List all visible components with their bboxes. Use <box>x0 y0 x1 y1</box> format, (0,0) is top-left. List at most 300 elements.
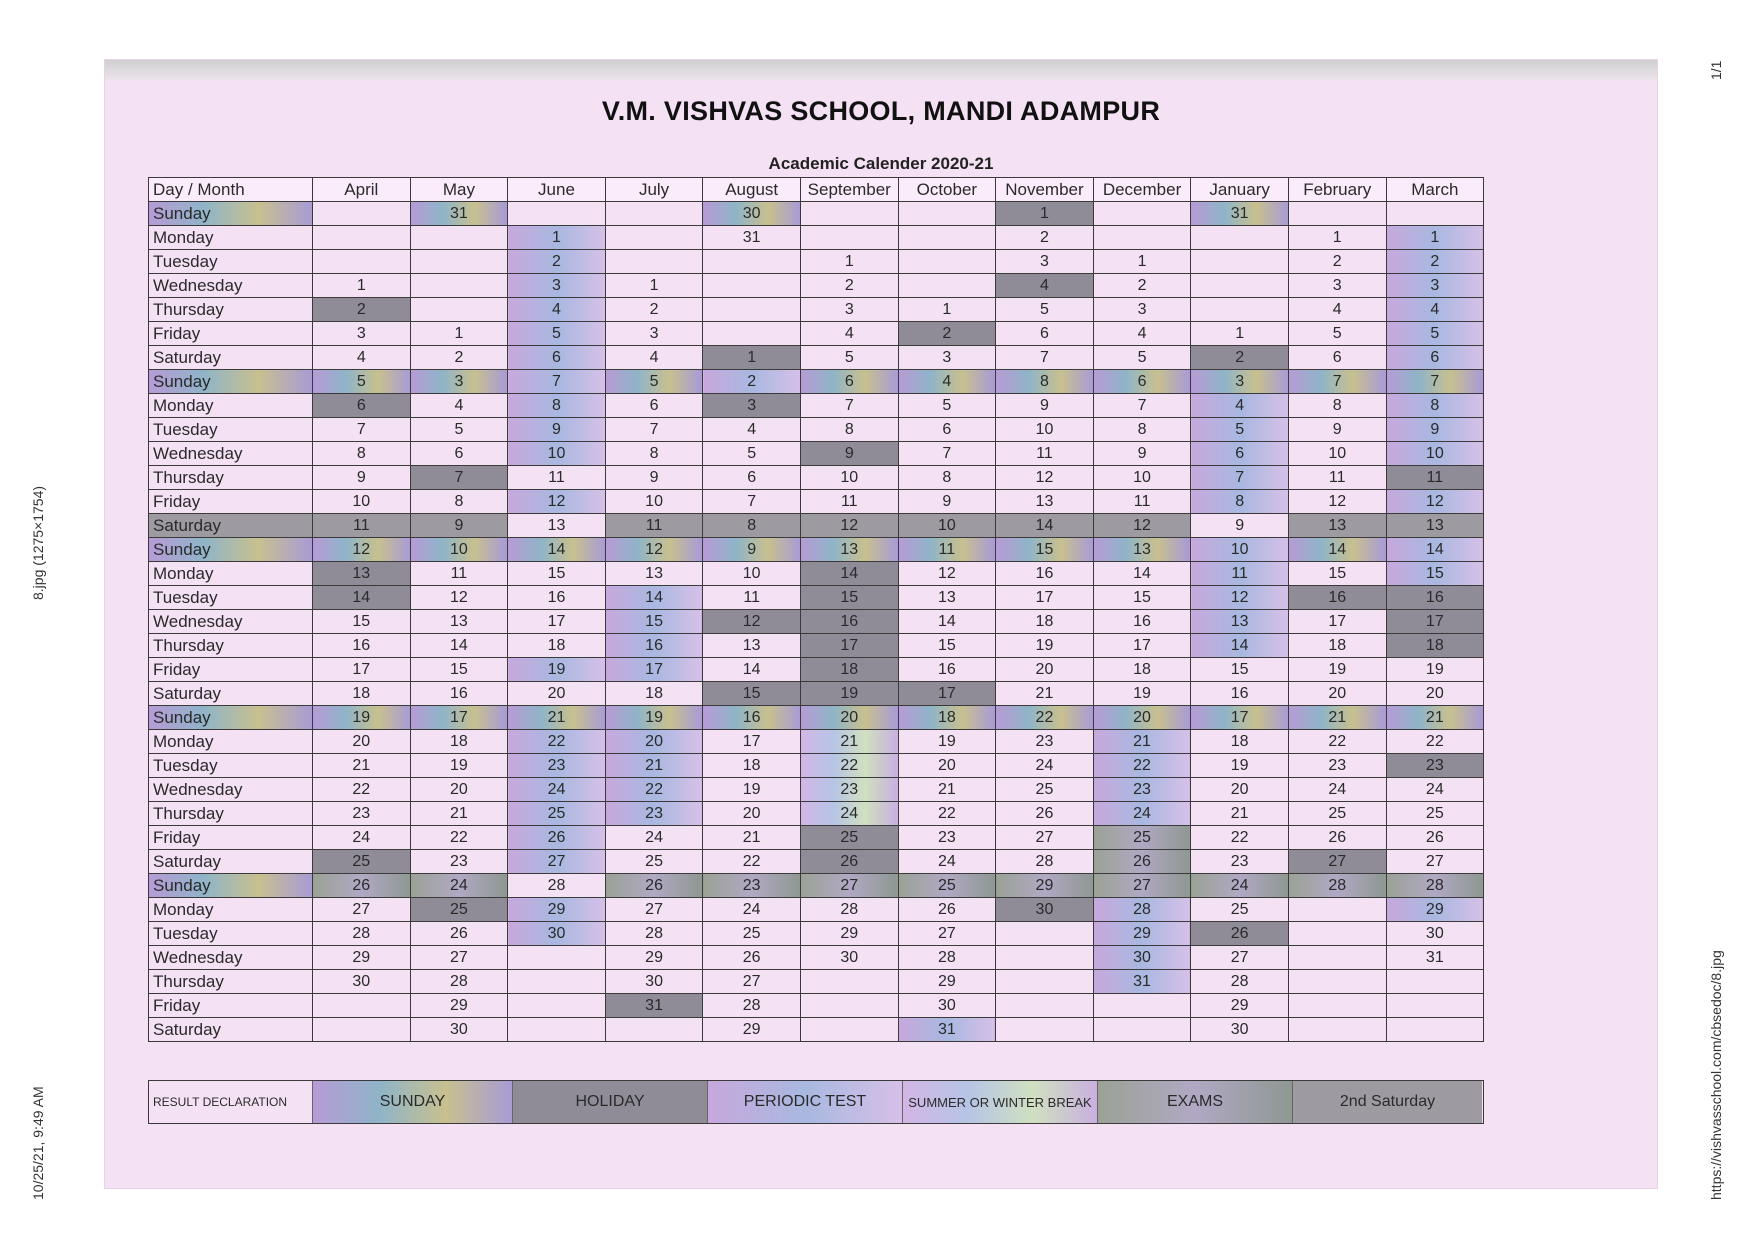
weekday-label: Friday <box>149 322 313 346</box>
date-cell-april: 19 <box>313 706 411 730</box>
date-cell-january: 3 <box>1191 370 1289 394</box>
date-cell-august: 22 <box>703 850 801 874</box>
date-cell-january: 4 <box>1191 394 1289 418</box>
date-cell-february: 25 <box>1288 802 1386 826</box>
date-cell-june: 24 <box>508 778 606 802</box>
date-cell-may <box>410 226 508 250</box>
date-cell-august: 14 <box>703 658 801 682</box>
date-cell-june: 27 <box>508 850 606 874</box>
date-cell-december: 6 <box>1093 370 1191 394</box>
weekday-label: Thursday <box>149 970 313 994</box>
date-cell-may: 5 <box>410 418 508 442</box>
academic-calendar-table <box>148 177 1484 1042</box>
date-cell-august: 7 <box>703 490 801 514</box>
date-cell-june: 5 <box>508 322 606 346</box>
date-cell-december: 31 <box>1093 970 1191 994</box>
date-cell-december: 17 <box>1093 634 1191 658</box>
date-cell-february: 26 <box>1288 826 1386 850</box>
date-cell-december <box>1093 994 1191 1018</box>
date-cell-november: 15 <box>996 538 1094 562</box>
date-cell-may: 28 <box>410 970 508 994</box>
date-cell-july: 7 <box>605 418 703 442</box>
date-cell-december: 22 <box>1093 754 1191 778</box>
calendar-row <box>149 298 1484 322</box>
date-cell-january: 6 <box>1191 442 1289 466</box>
weekday-label: Tuesday <box>149 922 313 946</box>
date-cell-may: 21 <box>410 802 508 826</box>
date-cell-october: 29 <box>898 970 996 994</box>
date-cell-april: 23 <box>313 802 411 826</box>
date-cell-august: 24 <box>703 898 801 922</box>
weekday-label: Sunday <box>149 202 313 226</box>
date-cell-june <box>508 946 606 970</box>
calendar-row <box>149 850 1484 874</box>
date-cell-september: 7 <box>800 394 898 418</box>
weekday-label: Friday <box>149 658 313 682</box>
date-cell-december: 23 <box>1093 778 1191 802</box>
calendar-row <box>149 226 1484 250</box>
calendar-row <box>149 826 1484 850</box>
calendar-row <box>149 322 1484 346</box>
date-cell-june: 13 <box>508 514 606 538</box>
date-cell-january: 17 <box>1191 706 1289 730</box>
date-cell-july: 17 <box>605 658 703 682</box>
date-cell-september: 25 <box>800 826 898 850</box>
date-cell-january: 31 <box>1191 202 1289 226</box>
date-cell-december: 12 <box>1093 514 1191 538</box>
date-cell-may: 14 <box>410 634 508 658</box>
date-cell-march: 17 <box>1386 610 1484 634</box>
date-cell-september: 20 <box>800 706 898 730</box>
date-cell-november: 14 <box>996 514 1094 538</box>
date-cell-september: 17 <box>800 634 898 658</box>
date-cell-march: 4 <box>1386 298 1484 322</box>
date-cell-february <box>1288 1018 1386 1042</box>
date-cell-july: 20 <box>605 730 703 754</box>
date-cell-march: 5 <box>1386 322 1484 346</box>
date-cell-may: 30 <box>410 1018 508 1042</box>
date-cell-april: 6 <box>313 394 411 418</box>
date-cell-december: 13 <box>1093 538 1191 562</box>
date-cell-january <box>1191 298 1289 322</box>
date-cell-december: 5 <box>1093 346 1191 370</box>
date-cell-may: 8 <box>410 490 508 514</box>
date-cell-august: 17 <box>703 730 801 754</box>
date-cell-october: 27 <box>898 922 996 946</box>
date-cell-november: 13 <box>996 490 1094 514</box>
date-cell-january: 9 <box>1191 514 1289 538</box>
date-cell-november <box>996 946 1094 970</box>
date-cell-november: 12 <box>996 466 1094 490</box>
date-cell-october: 7 <box>898 442 996 466</box>
month-header-july: July <box>605 178 703 202</box>
date-cell-october: 28 <box>898 946 996 970</box>
date-cell-april: 25 <box>313 850 411 874</box>
date-cell-november <box>996 1018 1094 1042</box>
date-cell-february: 2 <box>1288 250 1386 274</box>
calendar-row <box>149 994 1484 1018</box>
date-cell-october <box>898 226 996 250</box>
date-cell-august: 3 <box>703 394 801 418</box>
date-cell-july: 2 <box>605 298 703 322</box>
date-cell-february: 15 <box>1288 562 1386 586</box>
date-cell-june: 21 <box>508 706 606 730</box>
date-cell-october: 21 <box>898 778 996 802</box>
date-cell-march: 21 <box>1386 706 1484 730</box>
date-cell-march: 29 <box>1386 898 1484 922</box>
date-cell-february: 22 <box>1288 730 1386 754</box>
date-cell-july: 4 <box>605 346 703 370</box>
date-cell-february <box>1288 898 1386 922</box>
date-cell-may: 29 <box>410 994 508 1018</box>
date-cell-february: 5 <box>1288 322 1386 346</box>
calendar-row <box>149 946 1484 970</box>
date-cell-april: 22 <box>313 778 411 802</box>
calendar-subtitle: Academic Calender 2020-21 <box>768 154 994 173</box>
date-cell-november: 24 <box>996 754 1094 778</box>
date-cell-march <box>1386 202 1484 226</box>
date-cell-december: 25 <box>1093 826 1191 850</box>
month-header-december: December <box>1093 178 1191 202</box>
date-cell-february: 16 <box>1288 586 1386 610</box>
date-cell-august: 31 <box>703 226 801 250</box>
calendar-row <box>149 922 1484 946</box>
date-cell-november: 9 <box>996 394 1094 418</box>
date-cell-may: 31 <box>410 202 508 226</box>
date-cell-september: 12 <box>800 514 898 538</box>
weekday-label: Monday <box>149 730 313 754</box>
date-cell-september <box>800 994 898 1018</box>
date-cell-april: 12 <box>313 538 411 562</box>
date-cell-october: 25 <box>898 874 996 898</box>
date-cell-september: 18 <box>800 658 898 682</box>
date-cell-august: 2 <box>703 370 801 394</box>
date-cell-august: 6 <box>703 466 801 490</box>
date-cell-march: 23 <box>1386 754 1484 778</box>
date-cell-march: 7 <box>1386 370 1484 394</box>
date-cell-january: 23 <box>1191 850 1289 874</box>
weekday-label: Thursday <box>149 634 313 658</box>
date-cell-august: 1 <box>703 346 801 370</box>
date-cell-november: 20 <box>996 658 1094 682</box>
date-cell-june: 23 <box>508 754 606 778</box>
date-cell-october: 5 <box>898 394 996 418</box>
weekday-label: Tuesday <box>149 586 313 610</box>
date-cell-august: 10 <box>703 562 801 586</box>
date-cell-april <box>313 1018 411 1042</box>
date-cell-december: 4 <box>1093 322 1191 346</box>
calendar-row <box>149 394 1484 418</box>
date-cell-february <box>1288 946 1386 970</box>
weekday-label: Monday <box>149 898 313 922</box>
date-cell-june <box>508 994 606 1018</box>
date-cell-august: 25 <box>703 922 801 946</box>
date-cell-july: 22 <box>605 778 703 802</box>
date-cell-november: 26 <box>996 802 1094 826</box>
date-cell-june: 1 <box>508 226 606 250</box>
date-cell-january: 1 <box>1191 322 1289 346</box>
date-cell-february: 12 <box>1288 490 1386 514</box>
calendar-row <box>149 370 1484 394</box>
date-cell-november: 10 <box>996 418 1094 442</box>
calendar-row <box>149 538 1484 562</box>
calendar-body <box>149 202 1484 1042</box>
date-cell-february: 6 <box>1288 346 1386 370</box>
date-cell-december: 30 <box>1093 946 1191 970</box>
calendar-row <box>149 970 1484 994</box>
legend <box>148 1080 1484 1124</box>
print-url: https://vishvasschool.com/cbsedoc/8.jpg <box>1708 950 1724 1200</box>
date-cell-december: 9 <box>1093 442 1191 466</box>
date-cell-july: 19 <box>605 706 703 730</box>
date-cell-november: 7 <box>996 346 1094 370</box>
date-cell-february: 9 <box>1288 418 1386 442</box>
date-cell-july: 5 <box>605 370 703 394</box>
date-cell-may: 16 <box>410 682 508 706</box>
date-cell-april: 20 <box>313 730 411 754</box>
date-cell-september: 29 <box>800 922 898 946</box>
date-cell-december: 26 <box>1093 850 1191 874</box>
date-cell-march: 11 <box>1386 466 1484 490</box>
date-cell-april <box>313 226 411 250</box>
date-cell-june: 28 <box>508 874 606 898</box>
date-cell-april: 28 <box>313 922 411 946</box>
date-cell-october: 14 <box>898 610 996 634</box>
date-cell-february: 21 <box>1288 706 1386 730</box>
date-cell-april: 21 <box>313 754 411 778</box>
month-header-january: January <box>1191 178 1289 202</box>
date-cell-june: 8 <box>508 394 606 418</box>
date-cell-january: 13 <box>1191 610 1289 634</box>
date-cell-march: 27 <box>1386 850 1484 874</box>
date-cell-april: 18 <box>313 682 411 706</box>
date-cell-september <box>800 970 898 994</box>
date-cell-november: 25 <box>996 778 1094 802</box>
weekday-label: Saturday <box>149 1018 313 1042</box>
month-header-february: February <box>1288 178 1386 202</box>
date-cell-june: 15 <box>508 562 606 586</box>
date-cell-november: 21 <box>996 682 1094 706</box>
date-cell-march: 6 <box>1386 346 1484 370</box>
date-cell-september: 11 <box>800 490 898 514</box>
date-cell-november: 6 <box>996 322 1094 346</box>
date-cell-august: 12 <box>703 610 801 634</box>
calendar-row <box>149 418 1484 442</box>
date-cell-september: 27 <box>800 874 898 898</box>
date-cell-may: 17 <box>410 706 508 730</box>
date-cell-october: 20 <box>898 754 996 778</box>
calendar-row <box>149 730 1484 754</box>
date-cell-november: 18 <box>996 610 1094 634</box>
date-cell-august: 23 <box>703 874 801 898</box>
date-cell-august: 9 <box>703 538 801 562</box>
date-cell-april: 27 <box>313 898 411 922</box>
month-header-june: June <box>508 178 606 202</box>
calendar-row <box>149 586 1484 610</box>
date-cell-april: 4 <box>313 346 411 370</box>
date-cell-april: 29 <box>313 946 411 970</box>
date-cell-july <box>605 226 703 250</box>
date-cell-december: 21 <box>1093 730 1191 754</box>
date-cell-august: 15 <box>703 682 801 706</box>
date-cell-december: 29 <box>1093 922 1191 946</box>
date-cell-september: 15 <box>800 586 898 610</box>
scan-edge <box>105 60 1657 80</box>
date-cell-march: 16 <box>1386 586 1484 610</box>
date-cell-december: 15 <box>1093 586 1191 610</box>
date-cell-june <box>508 202 606 226</box>
date-cell-august <box>703 250 801 274</box>
date-cell-june: 22 <box>508 730 606 754</box>
date-cell-march: 2 <box>1386 250 1484 274</box>
date-cell-november: 27 <box>996 826 1094 850</box>
date-cell-march: 3 <box>1386 274 1484 298</box>
calendar-row <box>149 1018 1484 1042</box>
date-cell-november: 4 <box>996 274 1094 298</box>
date-cell-december: 14 <box>1093 562 1191 586</box>
date-cell-may: 9 <box>410 514 508 538</box>
date-cell-march: 1 <box>1386 226 1484 250</box>
date-cell-march: 24 <box>1386 778 1484 802</box>
date-cell-june: 17 <box>508 610 606 634</box>
date-cell-october: 17 <box>898 682 996 706</box>
date-cell-september: 16 <box>800 610 898 634</box>
date-cell-november: 3 <box>996 250 1094 274</box>
calendar-row <box>149 442 1484 466</box>
date-cell-april <box>313 202 411 226</box>
date-cell-march: 13 <box>1386 514 1484 538</box>
date-cell-may: 24 <box>410 874 508 898</box>
date-cell-september: 28 <box>800 898 898 922</box>
date-cell-march: 10 <box>1386 442 1484 466</box>
date-cell-june: 3 <box>508 274 606 298</box>
date-cell-april: 2 <box>313 298 411 322</box>
date-cell-january: 27 <box>1191 946 1289 970</box>
date-cell-september: 23 <box>800 778 898 802</box>
date-cell-august: 26 <box>703 946 801 970</box>
date-cell-september: 3 <box>800 298 898 322</box>
date-cell-july: 6 <box>605 394 703 418</box>
date-cell-april: 3 <box>313 322 411 346</box>
date-cell-may: 1 <box>410 322 508 346</box>
date-cell-april <box>313 250 411 274</box>
date-cell-november: 8 <box>996 370 1094 394</box>
date-cell-december <box>1093 226 1191 250</box>
date-cell-april: 24 <box>313 826 411 850</box>
date-cell-march: 8 <box>1386 394 1484 418</box>
weekday-label: Wednesday <box>149 610 313 634</box>
date-cell-september: 19 <box>800 682 898 706</box>
date-cell-august: 30 <box>703 202 801 226</box>
calendar-row <box>149 874 1484 898</box>
date-cell-july: 29 <box>605 946 703 970</box>
date-cell-july: 14 <box>605 586 703 610</box>
date-cell-july: 16 <box>605 634 703 658</box>
date-cell-february: 1 <box>1288 226 1386 250</box>
date-cell-august: 27 <box>703 970 801 994</box>
weekday-label: Tuesday <box>149 250 313 274</box>
date-cell-may: 27 <box>410 946 508 970</box>
date-cell-april: 7 <box>313 418 411 442</box>
date-cell-january: 20 <box>1191 778 1289 802</box>
date-cell-april: 14 <box>313 586 411 610</box>
date-cell-november: 30 <box>996 898 1094 922</box>
date-cell-february: 10 <box>1288 442 1386 466</box>
date-cell-august: 4 <box>703 418 801 442</box>
date-cell-october: 10 <box>898 514 996 538</box>
date-cell-january <box>1191 250 1289 274</box>
date-cell-march: 31 <box>1386 946 1484 970</box>
date-cell-october: 11 <box>898 538 996 562</box>
weekday-label: Sunday <box>149 538 313 562</box>
date-cell-may: 13 <box>410 610 508 634</box>
date-cell-october: 24 <box>898 850 996 874</box>
print-timestamp: 10/25/21, 9:49 AM <box>30 1086 46 1200</box>
page-count: 1/1 <box>1708 60 1724 80</box>
date-cell-october <box>898 274 996 298</box>
date-cell-january: 12 <box>1191 586 1289 610</box>
date-cell-september: 22 <box>800 754 898 778</box>
date-cell-july: 18 <box>605 682 703 706</box>
weekday-label: Wednesday <box>149 442 313 466</box>
date-cell-june: 25 <box>508 802 606 826</box>
calendar-row <box>149 778 1484 802</box>
date-cell-june: 30 <box>508 922 606 946</box>
date-cell-september: 24 <box>800 802 898 826</box>
date-cell-april: 16 <box>313 634 411 658</box>
date-cell-may: 6 <box>410 442 508 466</box>
date-cell-june: 9 <box>508 418 606 442</box>
date-cell-january: 8 <box>1191 490 1289 514</box>
month-header-september: September <box>800 178 898 202</box>
date-cell-november <box>996 922 1094 946</box>
date-cell-january: 7 <box>1191 466 1289 490</box>
date-cell-october: 2 <box>898 322 996 346</box>
date-cell-may: 23 <box>410 850 508 874</box>
date-cell-october: 19 <box>898 730 996 754</box>
date-cell-june: 18 <box>508 634 606 658</box>
month-header-may: May <box>410 178 508 202</box>
month-header-april: April <box>313 178 411 202</box>
date-cell-july: 9 <box>605 466 703 490</box>
date-cell-july: 25 <box>605 850 703 874</box>
date-cell-may: 15 <box>410 658 508 682</box>
date-cell-august: 21 <box>703 826 801 850</box>
date-cell-july: 23 <box>605 802 703 826</box>
date-cell-january: 18 <box>1191 730 1289 754</box>
weekday-label: Friday <box>149 994 313 1018</box>
date-cell-april: 9 <box>313 466 411 490</box>
date-cell-december: 1 <box>1093 250 1191 274</box>
weekday-label: Saturday <box>149 682 313 706</box>
weekday-label: Saturday <box>149 346 313 370</box>
date-cell-may: 20 <box>410 778 508 802</box>
date-cell-may: 11 <box>410 562 508 586</box>
date-cell-may: 4 <box>410 394 508 418</box>
date-cell-september: 30 <box>800 946 898 970</box>
weekday-label: Wednesday <box>149 946 313 970</box>
date-cell-september: 26 <box>800 850 898 874</box>
date-cell-july: 21 <box>605 754 703 778</box>
date-cell-february: 14 <box>1288 538 1386 562</box>
calendar-row <box>149 898 1484 922</box>
date-cell-january: 10 <box>1191 538 1289 562</box>
date-cell-february <box>1288 922 1386 946</box>
date-cell-january: 29 <box>1191 994 1289 1018</box>
date-cell-june: 16 <box>508 586 606 610</box>
legend-summer-winter-break: SUMMER OR WINTER BREAK <box>903 1081 1098 1123</box>
date-cell-october: 15 <box>898 634 996 658</box>
